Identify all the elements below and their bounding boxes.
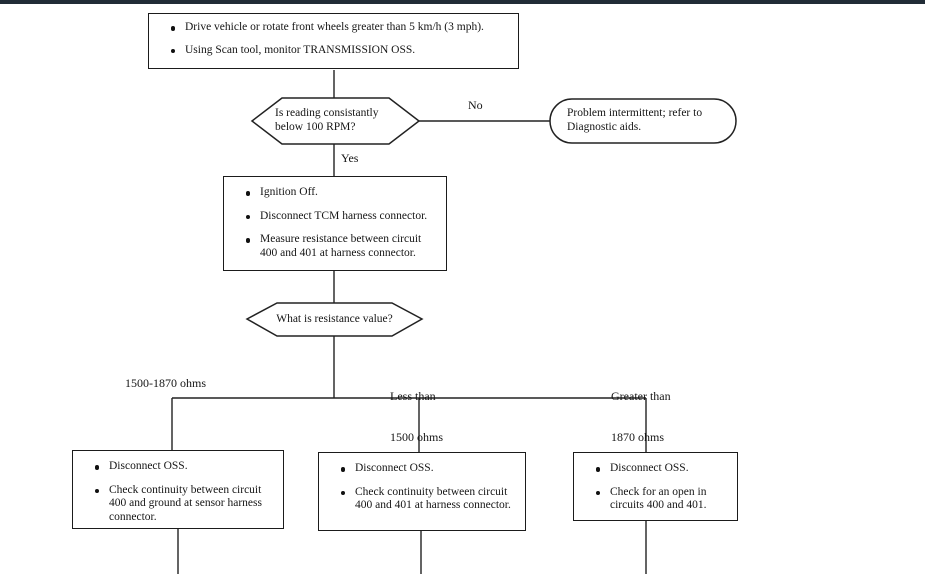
branch-label-right-line1: Greater than [611,389,671,403]
bullet-icon [85,484,109,494]
bullet-icon [236,210,260,220]
decision1-text [275,107,410,134]
list-item [236,186,444,200]
bullet-icon [331,462,355,472]
list-item [236,233,444,260]
bullet-icon [161,21,185,31]
bullet-icon [85,460,109,470]
list-item [236,210,444,224]
step-text: Disconnect TCM harness connector. [260,209,428,222]
terminal-line2: Diagnostic aids. [567,120,642,133]
branch-label-left: 1500-1870 ohms [125,376,206,390]
bullet-icon [236,233,260,243]
process-box [223,176,447,271]
process-box-list [236,186,444,260]
bullet-icon [586,462,610,472]
decision1-line1: Is reading consistantly [275,107,379,119]
branch-label-right [611,363,671,471]
bullet-icon [161,44,185,54]
terminal-text [567,107,732,134]
step-text: Ignition Off. [260,186,318,198]
yes-label: Yes [341,151,359,165]
decision2-text: What is resistance value? [276,313,393,325]
left-result-box [72,450,284,529]
decision1-line2: below 100 RPM? [275,120,356,133]
step-text: Check continuity between circuit 400 and 401 at harness connector. [355,485,511,511]
list-item [161,21,516,35]
start-box-list [161,21,516,57]
terminal-line1: Problem intermittent; refer to [567,107,703,119]
step-text: Disconnect OSS. [610,462,689,474]
step-text: Using Scan tool, monitor TRANSMISSION OSS. [185,43,416,56]
list-item [161,44,516,58]
branch-label-middle [390,363,443,471]
start-box [148,13,519,69]
bullet-icon [586,486,610,496]
branch-label-right-line2: 1870 ohms [611,429,665,444]
step-text: Measure resistance between circuit 400 and 401 at harness connector. [260,233,422,259]
step-text: Disconnect OSS. [355,462,434,474]
list-item [85,484,281,525]
left-result-list [85,460,281,524]
list-item [85,460,281,474]
list-item [586,486,735,513]
step-text: Disconnect OSS. [109,460,188,472]
branch-label-middle-line2: 1500 ohms [390,429,444,444]
branch-label-middle-line1: Less than [390,389,436,403]
step-text: Check for an open in circuits 400 and 401. [610,485,707,511]
no-label: No [468,98,483,112]
list-item [331,486,523,513]
step-text: Check continuity between circuit 400 and ground at sensor harness connector. [109,483,262,523]
bullet-icon [331,486,355,496]
step-text: Drive vehicle or rotate front wheels greater than 5 km/h (3 mph). [185,21,484,33]
bullet-icon [236,186,260,196]
